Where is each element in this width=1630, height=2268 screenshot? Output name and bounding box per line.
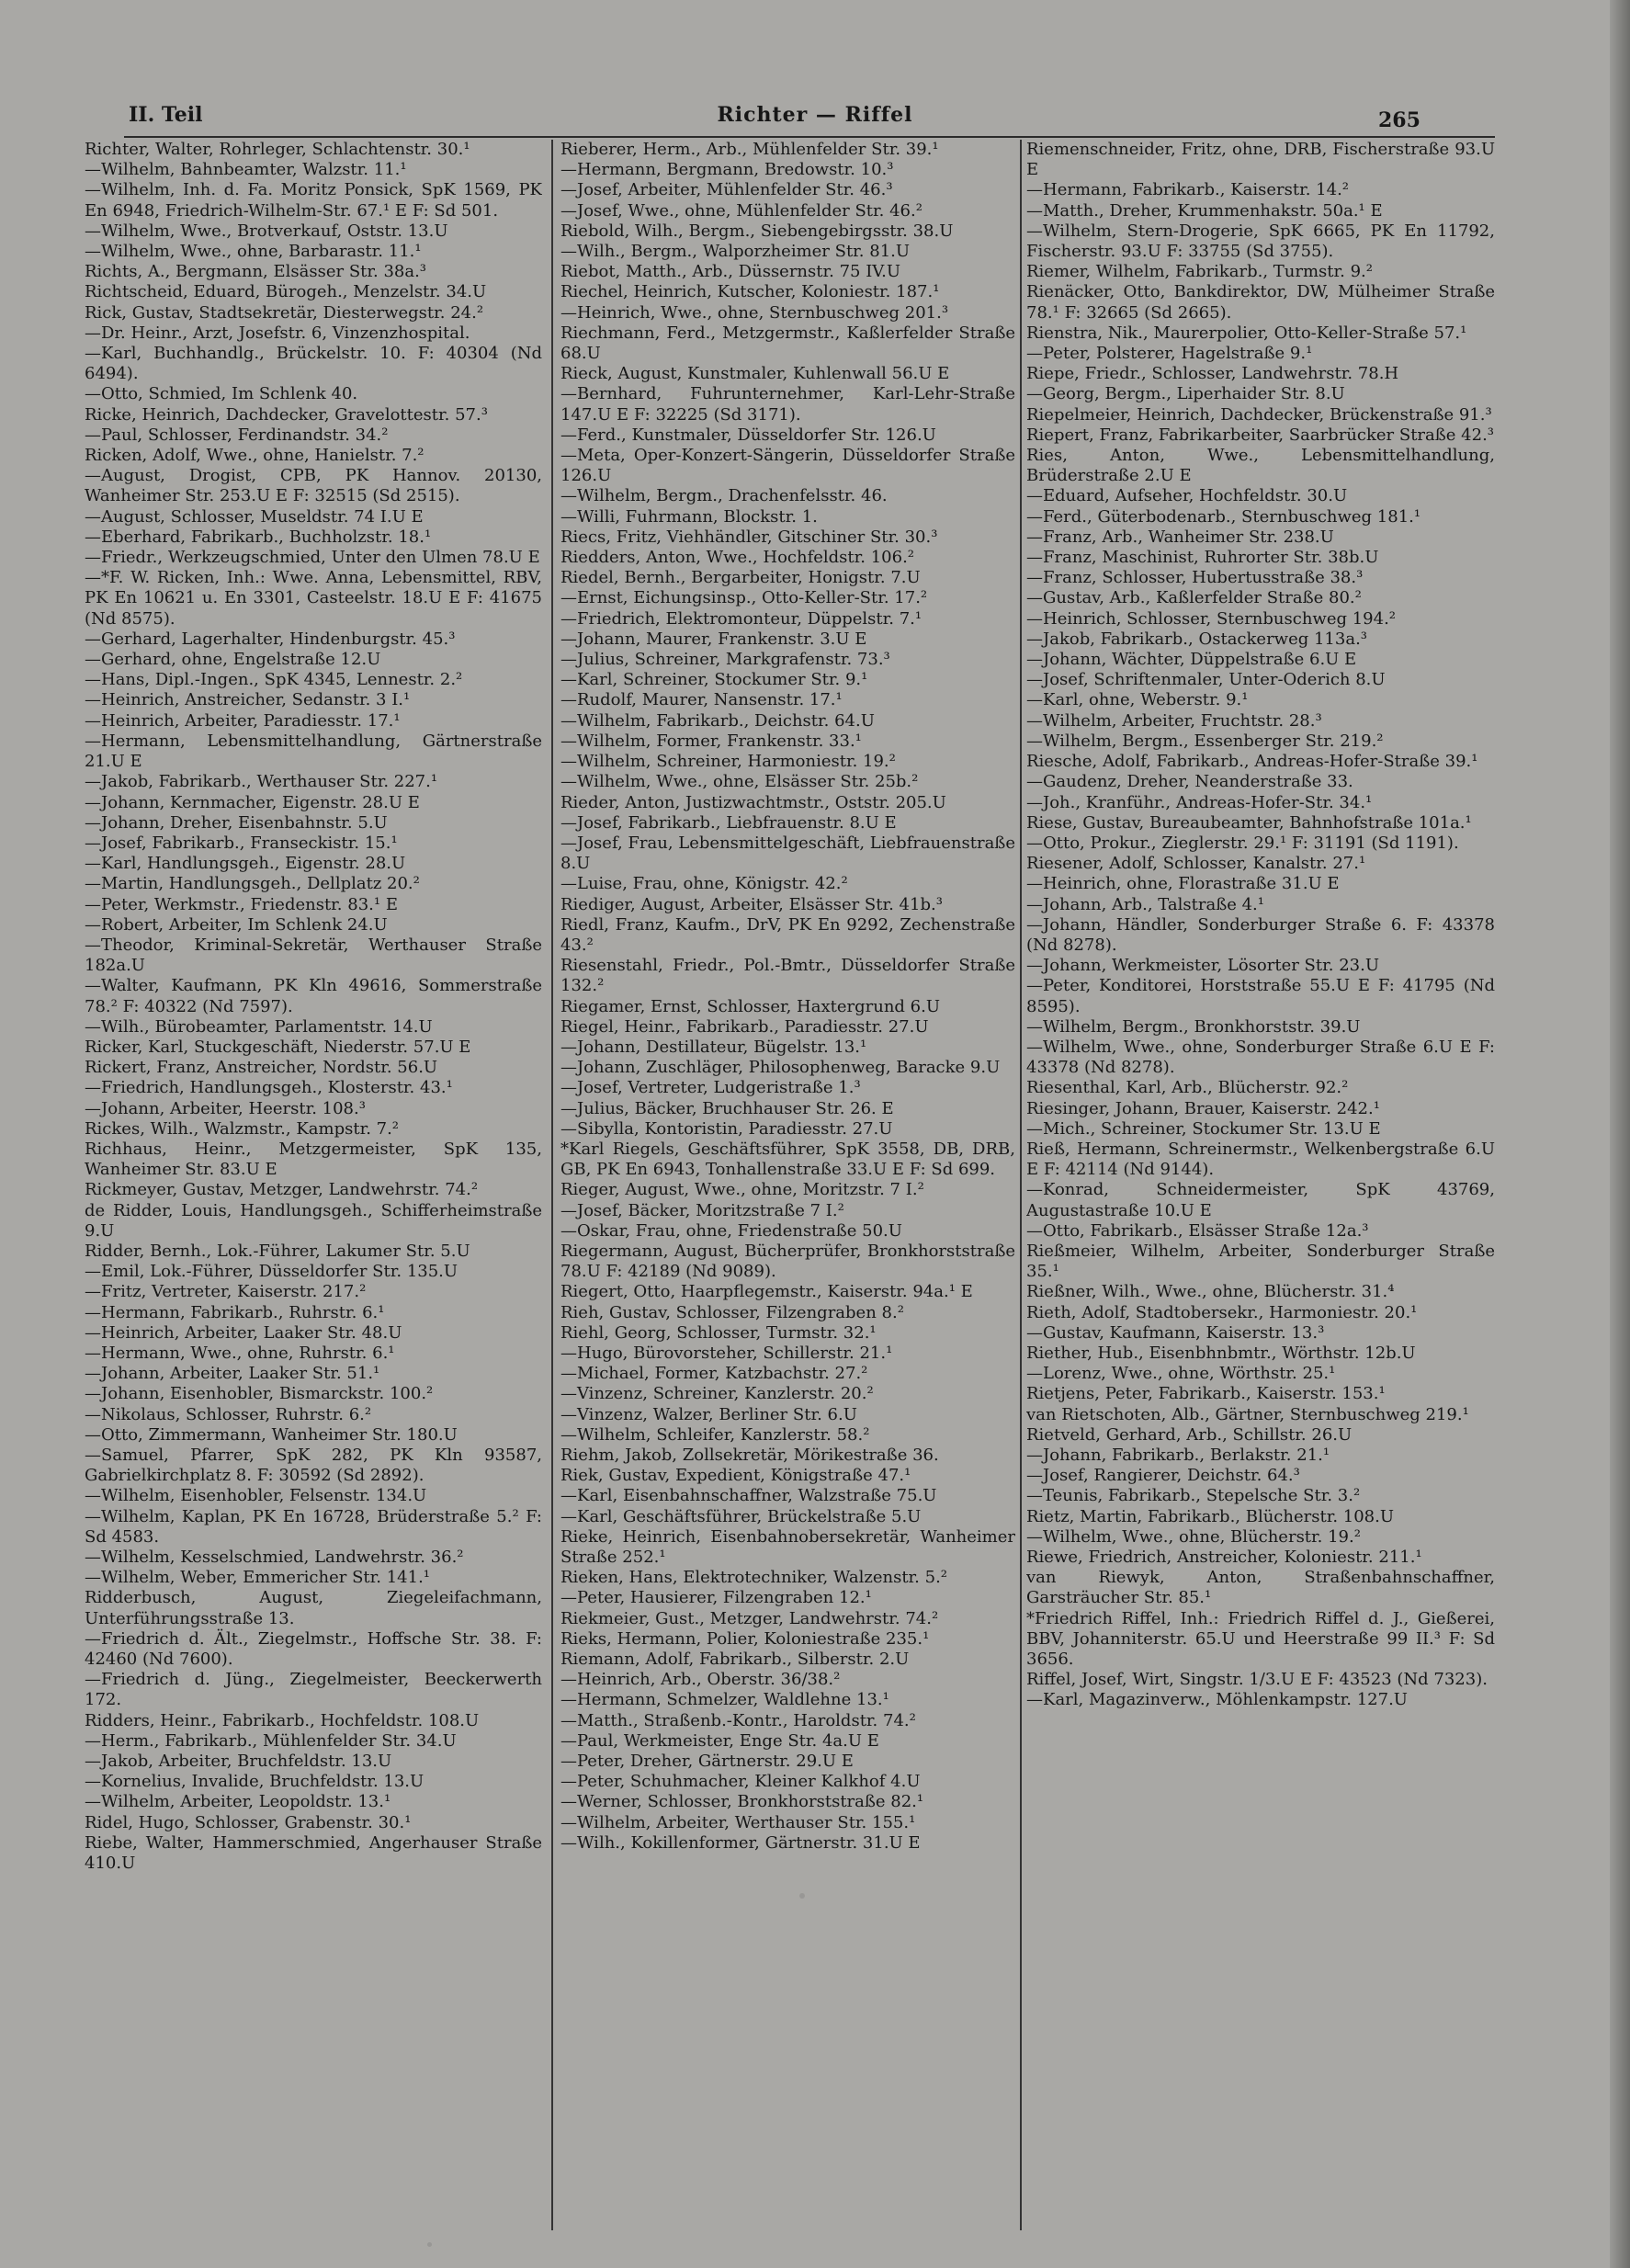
- directory-entry: Riegamer, Ernst, Schlosser, Haxtergrund 6.U: [560, 996, 941, 1016]
- directory-entry: Riesenstahl, Friedr., Pol.-Bmtr., Düsseldorfer Straße 132.²: [560, 956, 1015, 996]
- directory-entry: Rickes, Wilh., Walzmstr., Kampstr. 7.²: [85, 1118, 400, 1139]
- directory-entry: —Wilhelm, Bergm., Drachenfelsstr. 46.: [560, 486, 888, 506]
- directory-entry: —Konrad, Schneidermeister, SpK 43769, Augustastraße 10.U E: [1026, 1180, 1495, 1220]
- directory-entry: —Wilhelm, Eisenhobler, Felsenstr. 134.U: [85, 1486, 427, 1506]
- directory-entry: —Fritz, Vertreter, Kaiserstr. 217.²: [85, 1282, 367, 1302]
- part-label: II. Teil: [129, 103, 203, 127]
- directory-entry: —August, Drogist, CPB, PK Hannov. 20130, Wanheimer Str. 253.U E F: 32515 (Sd 2515).: [85, 466, 542, 506]
- directory-entry: —Karl, Eisenbahnschaffner, Walzstraße 75.U: [560, 1486, 937, 1506]
- directory-entry: Riepelmeier, Heinrich, Dachdecker, Brückenstraße 91.³: [1026, 404, 1492, 425]
- directory-entry: —Karl, Schreiner, Stockumer Str. 9.¹: [560, 670, 868, 690]
- directory-entry: —Michael, Former, Katzbachstr. 27.²: [560, 1364, 868, 1384]
- directory-entry: —Hermann, Fabrikarb., Kaiserstr. 14.²: [1026, 180, 1350, 200]
- directory-entry: Ridderbusch, August, Ziegeleifachmann, Unterführungsstraße 13.: [85, 1588, 542, 1628]
- directory-entry: *Friedrich Riffel, Inh.: Friedrich Riffel d. J., Gießerei, BBV, Johanniterstr. 65.U und Heerstraße 99 II.³ F: Sd 3656.: [1026, 1608, 1495, 1670]
- directory-entry: —Johann, Zuschläger, Philosophenweg, Baracke 9.U: [560, 1058, 1001, 1078]
- directory-entry: —Hermann, Schmelzer, Waldlehne 13.¹: [560, 1690, 889, 1710]
- directory-entry: —Josef, Arbeiter, Mühlenfelder Str. 46.³: [560, 180, 893, 200]
- directory-entry: Riedders, Anton, Wwe., Hochfeldstr. 106.²: [560, 548, 915, 568]
- directory-entry: van Riewyk, Anton, Straßenbahnschaffner, Garsträucher Str. 85.¹: [1026, 1568, 1495, 1608]
- directory-entry: Rießner, Wilh., Wwe., ohne, Blücherstr. 31.⁴: [1026, 1282, 1395, 1302]
- directory-entry: —Otto, Prokur., Zieglerstr. 29.¹ F: 31191 (Sd 1191).: [1026, 833, 1459, 853]
- directory-entry: —Johann, Wächter, Düppelstraße 6.U E: [1026, 650, 1357, 670]
- directory-entry: —Karl, Magazinverw., Möhlenkampstr. 127.U: [1026, 1690, 1408, 1710]
- directory-entry: —Johann, Kernmacher, Eigenstr. 28.U E: [85, 792, 420, 812]
- directory-entry: Richts, A., Bergmann, Elsässer Str. 38a.³: [85, 262, 427, 282]
- directory-entry: —Wilhelm, Wwe., ohne, Barbarastr. 11.¹: [85, 242, 422, 262]
- directory-entry: —Karl, ohne, Weberstr. 9.¹: [1026, 690, 1249, 710]
- directory-entry: —Wilhelm, Inh. d. Fa. Moritz Ponsick, SpK 1569, PK En 6948, Friedrich-Wilhelm-Str. 67.¹ E F: Sd 501.: [85, 180, 542, 221]
- directory-entry: —Josef, Fabrikarb., Liebfrauenstr. 8.U E: [560, 812, 897, 833]
- directory-entry: Rieke, Heinrich, Eisenbahnobersekretär, Wanheimer Straße 252.¹: [560, 1526, 1015, 1568]
- column-1: [85, 140, 542, 2230]
- directory-entry: —*F. W. Ricken, Inh.: Wwe. Anna, Lebensmittel, RBV, PK En 10621 u. En 3301, Casteelstr. 18.U E F: 41675 (Nd 8575).: [85, 568, 542, 629]
- directory-entry: —Josef, Fabrikarb., Franseckistr. 15.¹: [85, 833, 398, 853]
- directory-entry: —Joh., Kranführ., Andreas-Hofer-Str. 34.¹: [1026, 792, 1373, 812]
- directory-entry: —Johann, Eisenhobler, Bismarckstr. 100.²: [85, 1384, 434, 1404]
- directory-entry: Riepe, Friedr., Schlosser, Landwehrstr. 78.H: [1026, 364, 1399, 384]
- directory-entry: Rieger, August, Wwe., ohne, Moritzstr. 7 I.²: [560, 1180, 924, 1200]
- directory-entry: —Franz, Arb., Wanheimer Str. 238.U: [1026, 527, 1334, 547]
- directory-entry: Ricke, Heinrich, Dachdecker, Gravelottestr. 57.³: [85, 404, 488, 425]
- directory-entry: van Rietschoten, Alb., Gärtner, Sternbuschweg 219.¹: [1026, 1404, 1469, 1424]
- directory-entry: Riepert, Franz, Fabrikarbeiter, Saarbrücker Straße 42.³: [1026, 425, 1495, 445]
- directory-entry: Ricken, Adolf, Wwe., ohne, Hanielstr. 7.²: [85, 446, 424, 466]
- directory-entry: —Eduard, Aufseher, Hochfeldstr. 30.U: [1026, 486, 1348, 506]
- directory-entry: —Wilhelm, Schleifer, Kanzlerstr. 58.²: [560, 1424, 870, 1445]
- directory-entry: Riewe, Friedrich, Anstreicher, Koloniestr. 211.¹: [1026, 1548, 1422, 1568]
- directory-entry: —Gerhard, Lagerhalter, Hindenburgstr. 45.³: [85, 629, 456, 649]
- directory-entry: —Friedrich, Elektromonteur, Düppelstr. 7.¹: [560, 608, 923, 629]
- directory-entry: Riegert, Otto, Haarpflegemstr., Kaiserstr. 94a.¹ E: [560, 1282, 973, 1302]
- column-divider: [551, 140, 553, 2230]
- directory-entry: Riemenschneider, Fritz, ohne, DRB, Fischerstraße 93.U E: [1026, 140, 1495, 180]
- directory-entry: —Wilhelm, Wwe., ohne, Elsässer Str. 25b.²: [560, 772, 919, 792]
- directory-entry: Riedl, Franz, Kaufm., DrV, PK En 9292, Zechenstraße 43.²: [560, 914, 1015, 955]
- directory-entry: —Johann, Destillateur, Bügelstr. 13.¹: [560, 1037, 867, 1057]
- directory-entry: —Wilhelm, Arbeiter, Leopoldstr. 13.¹: [85, 1792, 391, 1812]
- directory-entry: —Heinrich, Schlosser, Sternbuschweg 194.²: [1026, 608, 1397, 629]
- directory-entry: —Wilh., Bürobeamter, Parlamentstr. 14.U: [85, 1016, 433, 1037]
- directory-entry: —Hermann, Lebensmittelhandlung, Gärtnerstraße 21.U E: [85, 731, 542, 772]
- directory-entry: —Wilhelm, Wwe., ohne, Sonderburger Straße 6.U E F: 43378 (Nd 8278).: [1026, 1037, 1495, 1078]
- directory-entry: Rienstra, Nik., Maurerpolier, Otto-Keller-Straße 57.¹: [1026, 323, 1467, 343]
- directory-entry: Riether, Hub., Eisenbhnbmtr., Wörthstr. 12b.U: [1026, 1343, 1416, 1363]
- directory-entry: —Rudolf, Maurer, Nansenstr. 17.¹: [560, 690, 843, 710]
- directory-entry: —Lorenz, Wwe., ohne, Wörthstr. 25.¹: [1026, 1364, 1336, 1384]
- scan-speck: [799, 1893, 805, 1899]
- directory-entry: —Matth., Dreher, Krummenhakstr. 50a.¹ E: [1026, 200, 1383, 221]
- directory-entry: —Kornelius, Invalide, Bruchfeldstr. 13.U: [85, 1772, 424, 1792]
- directory-entry: Rickmeyer, Gustav, Metzger, Landwehrstr. 74.²: [85, 1180, 479, 1200]
- directory-entry: —Willi, Fuhrmann, Blockstr. 1.: [560, 506, 818, 527]
- directory-entry: —Oskar, Frau, ohne, Friedenstraße 50.U: [560, 1220, 902, 1241]
- directory-entry: —Wilhelm, Bergm., Essenberger Str. 219.²: [1026, 731, 1384, 751]
- directory-entry: —Johann, Maurer, Frankenstr. 3.U E: [560, 629, 867, 649]
- directory-entry: —Josef, Vertreter, Ludgeristraße 1.³: [560, 1078, 861, 1098]
- directory-entry: —Friedrich d. Jüng., Ziegelmeister, Beeckerwerth 172.: [85, 1670, 542, 1710]
- directory-entry: Rietveld, Gerhard, Arb., Schillstr. 26.U: [1026, 1424, 1353, 1445]
- directory-entry: Richtscheid, Eduard, Bürogeh., Menzelstr. 34.U: [85, 282, 487, 302]
- directory-entry: Riesenthal, Karl, Arb., Blücherstr. 92.²: [1026, 1078, 1349, 1098]
- directory-entry: —Theodor, Kriminal-Sekretär, Werthauser Straße 182a.U: [85, 935, 542, 976]
- page-header: [0, 103, 1630, 140]
- directory-entry: —Johann, Werkmeister, Lösorter Str. 23.U: [1026, 956, 1379, 976]
- directory-entry: —Gerhard, ohne, Engelstraße 12.U: [85, 650, 381, 670]
- directory-entry: —Hans, Dipl.-Ingen., SpK 4345, Lennestr. 2.²: [85, 670, 463, 690]
- directory-entry: —Johann, Arbeiter, Laaker Str. 51.¹: [85, 1364, 380, 1384]
- directory-entry: —Wilhelm, Stern-Drogerie, SpK 6665, PK En 11792, Fischerstr. 93.U F: 33755 (Sd 3755).: [1026, 221, 1495, 262]
- directory-entry: —Vinzenz, Schreiner, Kanzlerstr. 20.²: [560, 1384, 874, 1404]
- directory-entry: —Bernhard, Fuhrunternehmer, Karl-Lehr-Straße 147.U E F: 32225 (Sd 3171).: [560, 384, 1015, 425]
- directory-entry: —Julius, Bäcker, Bruchhauser Str. 26. E: [560, 1098, 894, 1118]
- directory-entry: Rieder, Anton, Justizwachtmstr., Oststr. 205.U: [560, 792, 946, 812]
- directory-entry: —Walter, Kaufmann, PK Kln 49616, Sommerstraße 78.² F: 40322 (Nd 7597).: [85, 976, 542, 1016]
- directory-entry: —Robert, Arbeiter, Im Schlenk 24.U: [85, 914, 388, 935]
- directory-entry: Ries, Anton, Wwe., Lebensmittelhandlung, Brüderstraße 2.U E: [1026, 446, 1495, 486]
- directory-entry: Rietz, Martin, Fabrikarb., Blücherstr. 108.U: [1026, 1506, 1395, 1526]
- directory-entry: *Karl Riegels, Geschäftsführer, SpK 3558, DB, DRB, GB, PK En 6943, Tonhallenstraße 33.U E F: Sd 699.: [560, 1139, 1015, 1180]
- directory-entry: —Vinzenz, Walzer, Berliner Str. 6.U: [560, 1404, 857, 1424]
- directory-entry: —Josef, Rangierer, Deichstr. 64.³: [1026, 1466, 1300, 1486]
- directory-entry: Rietjens, Peter, Fabrikarb., Kaiserstr. 153.¹: [1026, 1384, 1386, 1404]
- directory-entry: Riegel, Heinr., Fabrikarb., Paradiesstr. 27.U: [560, 1016, 929, 1037]
- directory-entry: Riebold, Wilh., Bergm., Siebengebirgsstr. 38.U: [560, 221, 954, 241]
- directory-entry: —Wilhelm, Bahnbeamter, Walzstr. 11.¹: [85, 160, 407, 180]
- directory-entry: —Karl, Buchhandlg., Brückelstr. 10. F: 40304 (Nd 6494).: [85, 344, 542, 384]
- directory-entry: —Josef, Schriftenmaler, Unter-Oderich 8.U: [1026, 670, 1386, 690]
- directory-entry: —Johann, Händler, Sonderburger Straße 6. F: 43378 (Nd 8278).: [1026, 914, 1495, 955]
- directory-entry: Rick, Gustav, Stadtsekretär, Diesterwegstr. 24.²: [85, 302, 484, 323]
- directory-entry: —Peter, Polsterer, Hagelstraße 9.¹: [1026, 344, 1313, 364]
- directory-entry: —Jakob, Fabrikarb., Ostackerweg 113a.³: [1026, 629, 1368, 649]
- directory-entry: Ridel, Hugo, Schlosser, Grabenstr. 30.¹: [85, 1812, 412, 1832]
- directory-entry: —Teunis, Fabrikarb., Stepelsche Str. 3.²: [1026, 1486, 1361, 1506]
- directory-entry: Rieh, Gustav, Schlosser, Filzengraben 8.²: [560, 1302, 904, 1322]
- directory-entry: —Otto, Fabrikarb., Elsässer Straße 12a.³: [1026, 1220, 1369, 1241]
- directory-entry: de Ridder, Louis, Handlungsgeh., Schifferheimstraße 9.U: [85, 1200, 542, 1241]
- directory-entry: Rieks, Hermann, Polier, Koloniestraße 235.¹: [560, 1628, 930, 1649]
- directory-entry: —Matth., Straßenb.-Kontr., Haroldstr. 74.²: [560, 1710, 916, 1730]
- directory-entry: —Emil, Lok.-Führer, Düsseldorfer Str. 135.U: [85, 1262, 458, 1282]
- directory-entry: —Wilhelm, Bergm., Bronkhorststr. 39.U: [1026, 1016, 1361, 1037]
- directory-entry: —Hermann, Wwe., ohne, Ruhrstr. 6.¹: [85, 1343, 395, 1363]
- header-rule: [124, 136, 1495, 138]
- directory-entry: —Franz, Maschinist, Ruhrorter Str. 38b.U: [1026, 548, 1379, 568]
- directory-entry: Riek, Gustav, Expedient, Königstraße 47.¹: [560, 1466, 911, 1486]
- directory-entry: —Heinrich, Wwe., ohne, Sternbuschweg 201.³: [560, 302, 949, 323]
- directory-entry: Riehl, Georg, Schlosser, Turmstr. 32.¹: [560, 1322, 877, 1343]
- directory-entry: Riebot, Matth., Arb., Düssernstr. 75 IV.U: [560, 262, 901, 282]
- directory-entry: —Friedrich, Handlungsgeh., Klosterstr. 43.¹: [85, 1078, 453, 1098]
- directory-entry: Rieß, Hermann, Schreinermstr., Welkenbergstraße 6.U E F: 42114 (Nd 9144).: [1026, 1139, 1495, 1180]
- directory-entry: —Wilhelm, Arbeiter, Fruchtstr. 28.³: [1026, 710, 1322, 731]
- directory-entry: —Wilhelm, Wwe., Brotverkauf, Oststr. 13.U: [85, 221, 448, 241]
- column-3: [1026, 140, 1495, 2230]
- directory-entry: —Werner, Schlosser, Bronkhorststraße 82.¹: [560, 1792, 924, 1812]
- directory-entry: Riechel, Heinrich, Kutscher, Koloniestr. 187.¹: [560, 282, 940, 302]
- directory-entry: —Otto, Zimmermann, Wanheimer Str. 180.U: [85, 1424, 458, 1445]
- directory-entry: —Wilh., Bergm., Walporzheimer Str. 81.U: [560, 242, 911, 262]
- directory-entry: —Heinrich, ohne, Florastraße 31.U E: [1026, 874, 1340, 894]
- page-number: 265: [1378, 108, 1421, 132]
- directory-entry: —Josef, Bäcker, Moritzstraße 7 I.²: [560, 1200, 844, 1220]
- directory-entry: Rieth, Adolf, Stadtobersekr., Harmoniestr. 20.¹: [1026, 1302, 1418, 1322]
- directory-entry: Rießmeier, Wilhelm, Arbeiter, Sonderburger Straße 35.¹: [1026, 1241, 1495, 1282]
- directory-entry: —August, Schlosser, Museldstr. 74 I.U E: [85, 506, 424, 527]
- directory-entry: —Johann, Fabrikarb., Berlakstr. 21.¹: [1026, 1446, 1330, 1465]
- directory-entry: Riekmeier, Gust., Metzger, Landwehrstr. 74.²: [560, 1608, 939, 1628]
- directory-entry: —Sibylla, Kontoristin, Paradiesstr. 27.U: [560, 1118, 893, 1139]
- directory-entry: Riedel, Bernh., Bergarbeiter, Honigstr. 7.U: [560, 568, 921, 588]
- directory-entry: Rickert, Franz, Anstreicher, Nordstr. 56.U: [85, 1058, 438, 1078]
- directory-entry: Rieken, Hans, Elektrotechniker, Walzenstr. 5.²: [560, 1568, 948, 1588]
- directory-entry: —Johann, Dreher, Eisenbahnstr. 5.U: [85, 812, 388, 833]
- directory-entry: Rieck, August, Kunstmaler, Kuhlenwall 56.U E: [560, 364, 950, 384]
- column-2: [560, 140, 1015, 2230]
- directory-entry: —Karl, Geschäftsführer, Brückelstraße 5.U: [560, 1506, 922, 1526]
- directory-entry: —Wilhelm, Weber, Emmericher Str. 141.¹: [85, 1568, 431, 1588]
- directory-entry: Riemer, Wilhelm, Fabrikarb., Turmstr. 9.²: [1026, 262, 1373, 282]
- directory-entry: —Jakob, Fabrikarb., Werthauser Str. 227.¹: [85, 772, 438, 792]
- column-divider: [1020, 140, 1022, 2230]
- directory-entry: —Friedrich d. Ält., Ziegelmstr., Hoffsche Str. 38. F: 42460 (Nd 7600).: [85, 1628, 542, 1670]
- directory-entry: —Hermann, Fabrikarb., Ruhrstr. 6.¹: [85, 1302, 385, 1322]
- directory-entry: Ricker, Karl, Stuckgeschäft, Niederstr. 57.U E: [85, 1037, 471, 1057]
- directory-entry: —Karl, Handlungsgeh., Eigenstr. 28.U: [85, 854, 406, 874]
- directory-entry: Riesche, Adolf, Fabrikarb., Andreas-Hofer-Straße 39.¹: [1026, 752, 1478, 772]
- directory-entry: —Gustav, Arb., Kaßlerfelder Straße 80.²: [1026, 588, 1362, 608]
- directory-entry: —Wilhelm, Kaplan, PK En 16728, Brüderstraße 5.² F: Sd 4583.: [85, 1506, 542, 1547]
- directory-entry: —Wilhelm, Kesselschmied, Landwehrstr. 36.²: [85, 1548, 464, 1568]
- directory-entry: —Herm., Fabrikarb., Mühlenfelder Str. 34.U: [85, 1730, 457, 1751]
- directory-entry: —Friedr., Werkzeugschmied, Unter den Ulmen 78.U E: [85, 548, 540, 568]
- directory-entry: Riegermann, August, Bücherprüfer, Bronkhorststraße 78.U F: 42189 (Nd 9089).: [560, 1241, 1015, 1282]
- directory-entry: Riechmann, Ferd., Metzgermstr., Kaßlerfelder Straße 68.U: [560, 323, 1015, 364]
- directory-entry: —Jakob, Arbeiter, Bruchfeldstr. 13.U: [85, 1752, 392, 1772]
- directory-entry: —Hermann, Bergmann, Bredowstr. 10.³: [560, 160, 894, 180]
- directory-entry: Ridders, Heinr., Fabrikarb., Hochfeldstr. 108.U: [85, 1710, 480, 1730]
- directory-entry: —Georg, Bergm., Liperhaider Str. 8.U: [1026, 384, 1345, 404]
- directory-entry: —Martin, Handlungsgeh., Dellplatz 20.²: [85, 874, 420, 894]
- directory-entry: —Wilhelm, Arbeiter, Werthauser Str. 155.¹: [560, 1812, 916, 1832]
- directory-entry: —Ferd., Güterbodenarb., Sternbuschweg 181.¹: [1026, 506, 1421, 527]
- directory-entry: Riesener, Adolf, Schlosser, Kanalstr. 27.¹: [1026, 854, 1366, 874]
- directory-entry: Richhaus, Heinr., Metzgermeister, SpK 135, Wanheimer Str. 83.U E: [85, 1139, 542, 1180]
- directory-entry: Rieberer, Herm., Arb., Mühlenfelder Str. 39.¹: [560, 140, 939, 159]
- directory-entry: —Peter, Konditorei, Horststraße 55.U E F: 41795 (Nd 8595).: [1026, 976, 1495, 1016]
- directory-entry: —Dr. Heinr., Arzt, Josefstr. 6, Vinzenzhospital.: [85, 323, 470, 343]
- directory-entry: Riffel, Josef, Wirt, Singstr. 1/3.U E F: 43523 (Nd 7323).: [1026, 1670, 1488, 1690]
- directory-entry: —Peter, Schuhmacher, Kleiner Kalkhof 4.U: [560, 1772, 921, 1792]
- directory-entry: —Wilhelm, Schreiner, Harmoniestr. 19.²: [560, 752, 896, 772]
- directory-entry: —Heinrich, Arbeiter, Paradiesstr. 17.¹: [85, 710, 401, 731]
- scan-speck: [427, 2242, 432, 2247]
- directory-entry: —Josef, Frau, Lebensmittelgeschäft, Liebfrauenstraße 8.U: [560, 833, 1015, 874]
- directory-entry: Rienäcker, Otto, Bankdirektor, DW, Mülheimer Straße 78.¹ F: 32665 (Sd 2665).: [1026, 282, 1495, 323]
- directory-entry: —Heinrich, Anstreicher, Sedanstr. 3 I.¹: [85, 690, 411, 710]
- directory-entry: Riemann, Adolf, Fabrikarb., Silberstr. 2.U: [560, 1650, 910, 1670]
- directory-entry: —Otto, Schmied, Im Schlenk 40.: [85, 384, 358, 404]
- directory-entry: —Wilh., Kokillenformer, Gärtnerstr. 31.U E: [560, 1832, 921, 1853]
- directory-entry: —Luise, Frau, ohne, Königstr. 42.²: [560, 874, 848, 894]
- directory-entry: —Mich., Schreiner, Stockumer Str. 13.U E: [1026, 1118, 1381, 1139]
- directory-entry: —Franz, Schlosser, Hubertusstraße 38.³: [1026, 568, 1364, 588]
- directory-entry: —Nikolaus, Schlosser, Ruhrstr. 6.²: [85, 1404, 372, 1424]
- directory-entry: Riediger, August, Arbeiter, Elsässer Str. 41b.³: [560, 894, 943, 914]
- directory-entry: —Paul, Schlosser, Ferdinandstr. 34.²: [85, 425, 389, 445]
- directory-entry: —Wilhelm, Former, Frankenstr. 33.¹: [560, 731, 862, 751]
- scan-edge: [1610, 0, 1630, 2268]
- directory-entry: —Hugo, Bürovorsteher, Schillerstr. 21.¹: [560, 1343, 893, 1363]
- directory-entry: —Peter, Hausierer, Filzengraben 12.¹: [560, 1588, 872, 1608]
- directory-entry: Riese, Gustav, Bureaubeamter, Bahnhofstraße 101a.¹: [1026, 812, 1472, 833]
- directory-entry: —Wilhelm, Wwe., ohne, Blücherstr. 19.²: [1026, 1526, 1361, 1547]
- running-title: Richter — Riffel: [717, 103, 913, 127]
- directory-entry: —Paul, Werkmeister, Enge Str. 4a.U E: [560, 1730, 879, 1751]
- directory-entry: —Johann, Arb., Talstraße 4.¹: [1026, 894, 1264, 914]
- directory-entry: —Ernst, Eichungsinsp., Otto-Keller-Str. 17.²: [560, 588, 928, 608]
- directory-entry: Riebe, Walter, Hammerschmied, Angerhauser Straße 410.U: [85, 1832, 542, 1874]
- directory-entry: —Gaudenz, Dreher, Neanderstraße 33.: [1026, 772, 1353, 792]
- directory-entry: Richter, Walter, Rohrleger, Schlachtenstr. 30.¹: [85, 140, 470, 159]
- directory-entry: —Julius, Schreiner, Markgrafenstr. 73.³: [560, 650, 890, 670]
- directory-entry: —Eberhard, Fabrikarb., Buchholzstr. 18.¹: [85, 527, 432, 547]
- directory-entry: —Samuel, Pfarrer, SpK 282, PK Kln 93587, Gabrielkirchplatz 8. F: 30592 (Sd 2892).: [85, 1446, 542, 1486]
- directory-entry: —Josef, Wwe., ohne, Mühlenfelder Str. 46.²: [560, 200, 923, 221]
- directory-entry: Riesinger, Johann, Brauer, Kaiserstr. 242.¹: [1026, 1098, 1380, 1118]
- directory-entry: —Heinrich, Arbeiter, Laaker Str. 48.U: [85, 1322, 402, 1343]
- directory-entry: Riecs, Fritz, Viehhändler, Gitschiner Str. 30.³: [560, 527, 938, 547]
- directory-entry: Ridder, Bernh., Lok.-Führer, Lakumer Str. 5.U: [85, 1241, 470, 1261]
- directory-entry: —Peter, Dreher, Gärtnerstr. 29.U E: [560, 1752, 854, 1772]
- directory-entry: —Gustav, Kaufmann, Kaiserstr. 13.³: [1026, 1322, 1325, 1343]
- directory-entry: Riehm, Jakob, Zollsekretär, Mörikestraße 36.: [560, 1446, 939, 1465]
- directory-entry: —Wilhelm, Fabrikarb., Deichstr. 64.U: [560, 710, 875, 731]
- directory-entry: —Heinrich, Arb., Oberstr. 36/38.²: [560, 1670, 841, 1690]
- directory-entry: —Peter, Werkmstr., Friedenstr. 83.¹ E: [85, 894, 398, 914]
- directory-entry: —Johann, Arbeiter, Heerstr. 108.³: [85, 1098, 366, 1118]
- directory-entry: —Meta, Oper-Konzert-Sängerin, Düsseldorfer Straße 126.U: [560, 446, 1015, 486]
- directory-entry: —Ferd., Kunstmaler, Düsseldorfer Str. 126.U: [560, 425, 936, 445]
